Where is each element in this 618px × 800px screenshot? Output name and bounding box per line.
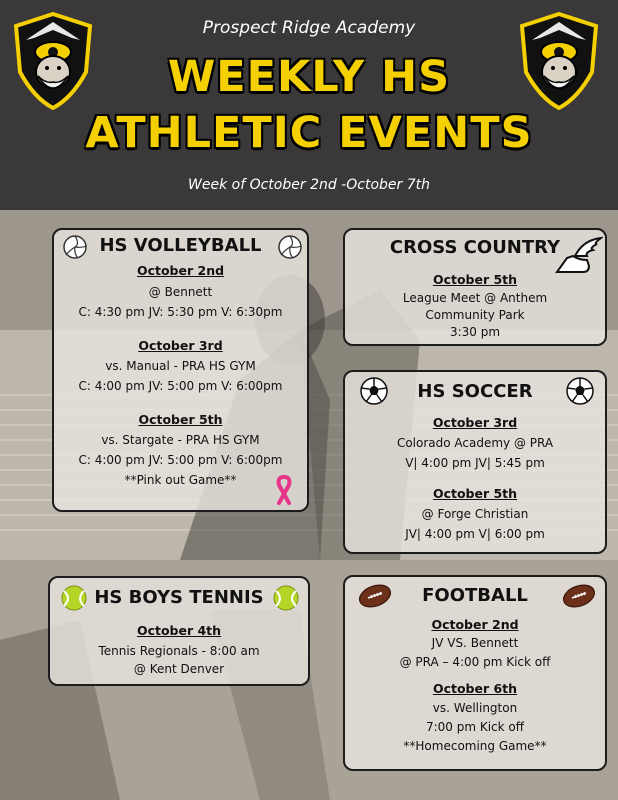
event-date: October 5th [432,486,518,501]
event-detail: League Meet @ Anthem [402,291,548,305]
event-detail: Colorado Academy @ PRA [396,436,554,450]
event-note: **Homecoming Game** [403,739,547,753]
event-detail: JV VS. Bennett [431,636,519,650]
event-detail: vs. Wellington [432,701,518,715]
event-times: JV| 4:00 pm V| 6:00 pm [405,527,545,541]
event-date: October 2nd [136,263,225,278]
event-time: 3:30 pm [449,325,501,339]
event-date: October 5th [432,272,518,287]
school-name: Prospect Ridge Academy [202,18,416,38]
event-detail: vs. Stargate - PRA HS GYM [101,433,260,447]
event-detail: @ Kent Denver [133,662,225,676]
event-detail: vs. Manual - PRA HS GYM [105,359,256,373]
event-detail: @ Forge Christian [421,507,529,521]
event-date: October 2nd [431,617,519,632]
event-times: C: 4:30 pm JV: 5:30 pm V: 6:30pm [78,305,283,319]
event-note: **Pink out Game** [124,473,237,487]
event-times: C: 4:00 pm JV: 5:00 pm V: 6:00pm [78,379,283,393]
tennis-title: HS BOYS TENNIS [94,587,264,608]
volleyball-title: HS VOLLEYBALL [99,235,262,256]
event-time: 7:00 pm Kick off [425,720,525,734]
page-title-line2: ATHLETIC EVENTS [85,108,533,158]
pink-ribbon-icon [273,475,295,505]
winged-shoe-icon [553,236,603,276]
event-detail: @ PRA – 4:00 pm Kick off [399,655,551,669]
event-detail: @ Bennett [148,285,213,299]
page-title-line1: WEEKLY HS [167,52,451,102]
header-banner [0,0,618,210]
event-date: October 4th [136,623,222,638]
football-title: FOOTBALL [422,585,528,606]
tennis-card [48,576,310,686]
cross-country-card [343,228,607,346]
event-times: V| 4:00 pm JV| 5:45 pm [405,456,545,470]
soccer-title: HS SOCCER [417,381,533,402]
soccer-card [343,370,607,554]
football-card [343,575,607,771]
event-date: October 6th [432,681,518,696]
event-detail: Community Park [425,308,525,322]
event-times: C: 4:00 pm JV: 5:00 pm V: 6:00pm [78,453,283,467]
event-date: October 3rd [138,338,223,353]
week-range: Week of October 2nd -October 7th [188,177,430,193]
cross-country-title: CROSS COUNTRY [389,237,561,258]
event-date: October 3rd [432,415,518,430]
event-date: October 5th [138,412,223,427]
volleyball-card [52,228,309,512]
event-detail: Tennis Regionals - 8:00 am [98,644,260,658]
